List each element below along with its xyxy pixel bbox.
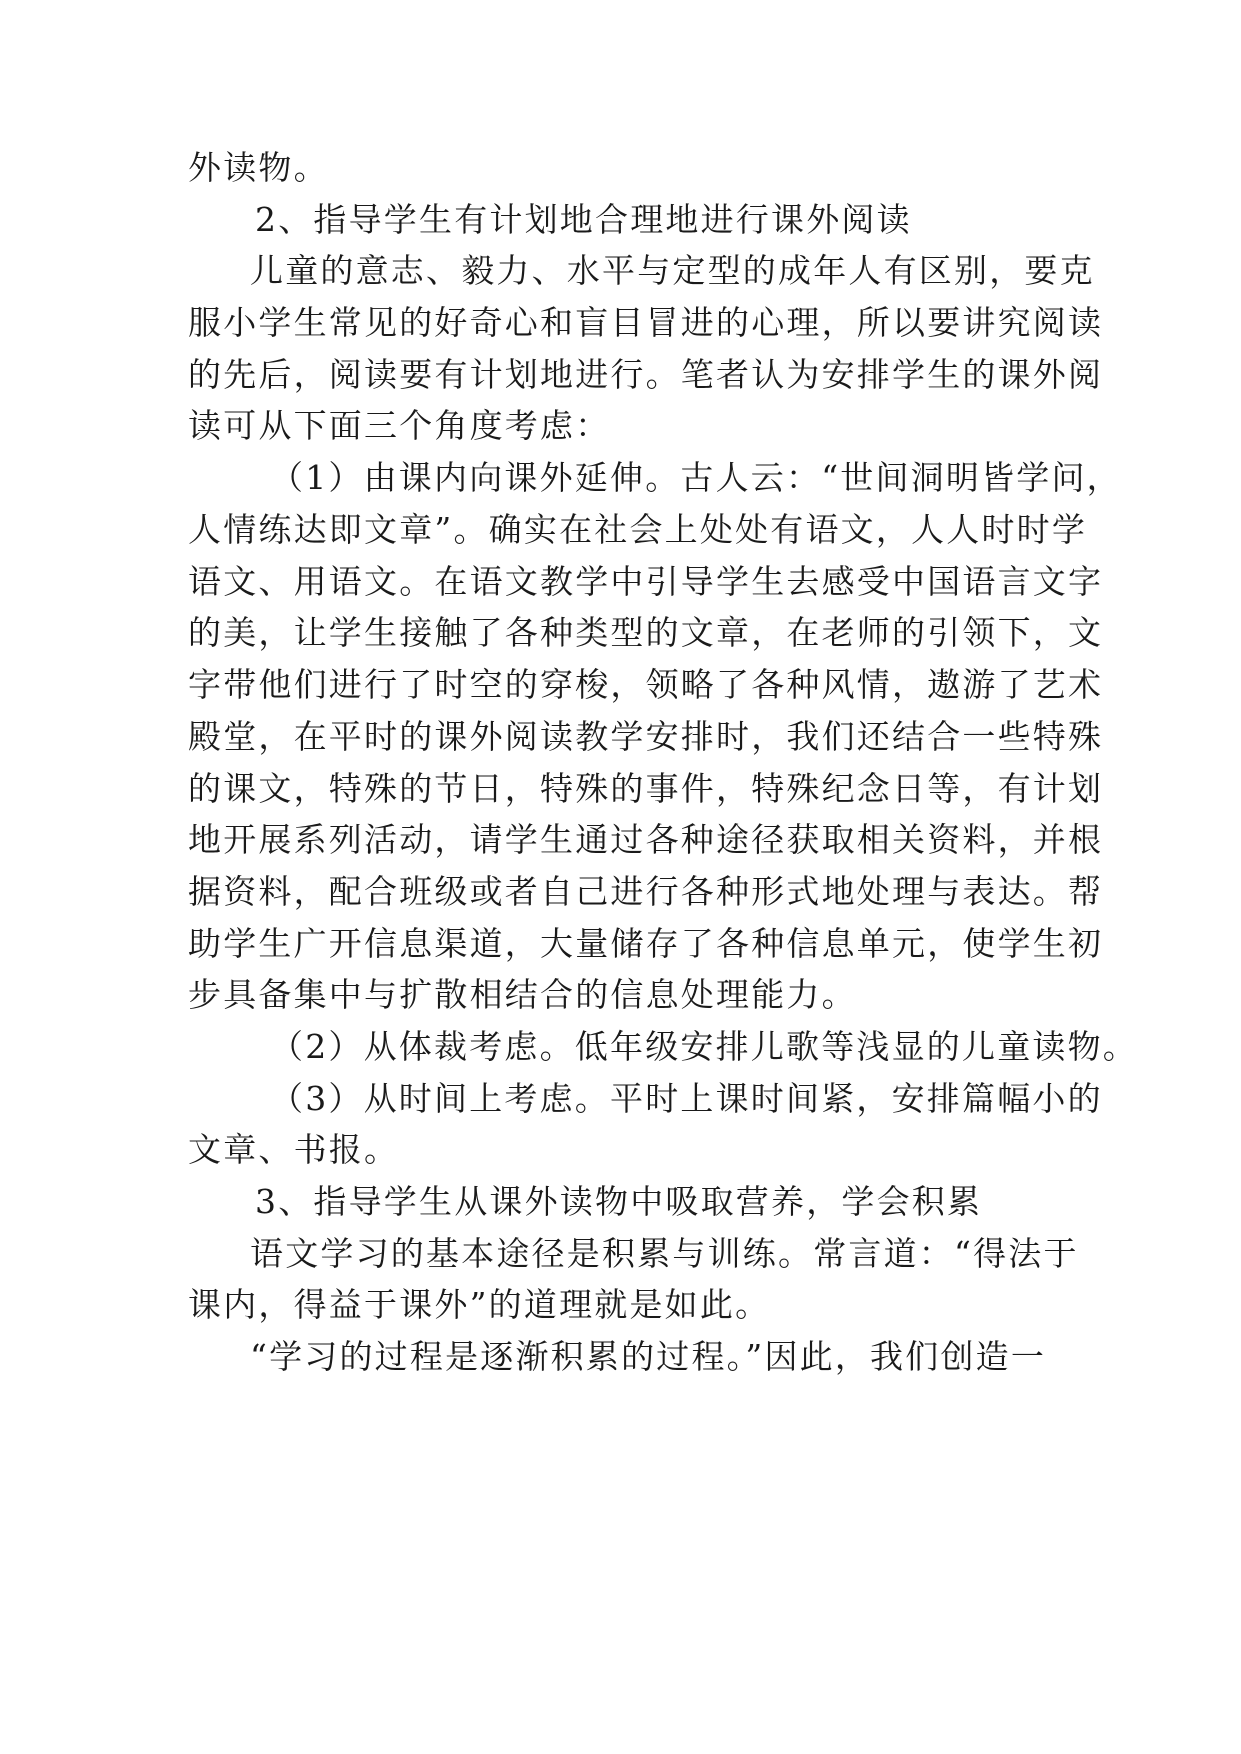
- text-line: 助学生广开信息渠道，大量储存了各种信息单元，使学生初: [188, 924, 1104, 963]
- text-line: 的先后，阅读要有计划地进行。笔者认为安排学生的课外阅: [188, 355, 1104, 394]
- text-line: 服小学生常见的好奇心和盲目冒进的心理，所以要讲究阅读: [188, 303, 1104, 342]
- text-line: 地开展系列活动，请学生通过各种途径获取相关资料，并根: [188, 820, 1104, 859]
- text-line: （3）从时间上考虑。平时上课时间紧，安排篇幅小的: [270, 1079, 1103, 1118]
- text-line: “学习的过程是逐渐积累的过程。”因此，我们创造一: [250, 1337, 1047, 1376]
- text-line: 字带他们进行了时空的穿梭，领略了各种风情，遨游了艺术: [188, 665, 1104, 704]
- text-line: 读可从下面三个角度考虑：: [188, 406, 611, 445]
- text-line: （1）由课内向课外延伸。古人云：“世间洞明皆学问，: [270, 458, 1122, 497]
- text-line: 殿堂，在平时的课外阅读教学安排时，我们还结合一些特殊: [188, 717, 1104, 756]
- section-heading: 3、指导学生从课外读物中吸取营养，学会积累: [255, 1182, 983, 1221]
- text-line: 据资料，配合班级或者自己进行各种形式地处理与表达。帮: [188, 872, 1104, 911]
- text-line: 的美，让学生接触了各种类型的文章，在老师的引领下，文: [188, 613, 1104, 652]
- text-line: 课内，得益于课外”的道理就是如此。: [188, 1285, 771, 1324]
- text-line: 文章、书报。: [188, 1130, 400, 1169]
- text-line: 外读物。: [188, 148, 329, 187]
- text-line: （2）从体裁考虑。低年级安排儿歌等浅显的儿童读物。: [270, 1027, 1138, 1066]
- text-line: 的课文，特殊的节日，特殊的事件，特殊纪念日等，有计划: [188, 769, 1104, 808]
- text-line: 语文学习的基本途径是积累与训练。常言道：“得法于: [250, 1234, 1079, 1273]
- text-line: 语文、用语文。在语文教学中引导学生去感受中国语言文字: [188, 562, 1104, 601]
- text-line: 步具备集中与扩散相结合的信息处理能力。: [188, 975, 857, 1014]
- text-line: 人情练达即文章”。确实在社会上处处有语文，人人时时学: [188, 510, 1088, 549]
- section-heading: 2、指导学生有计划地合理地进行课外阅读: [255, 200, 912, 239]
- text-line: 儿童的意志、毅力、水平与定型的成年人有区别，要克: [250, 251, 1095, 290]
